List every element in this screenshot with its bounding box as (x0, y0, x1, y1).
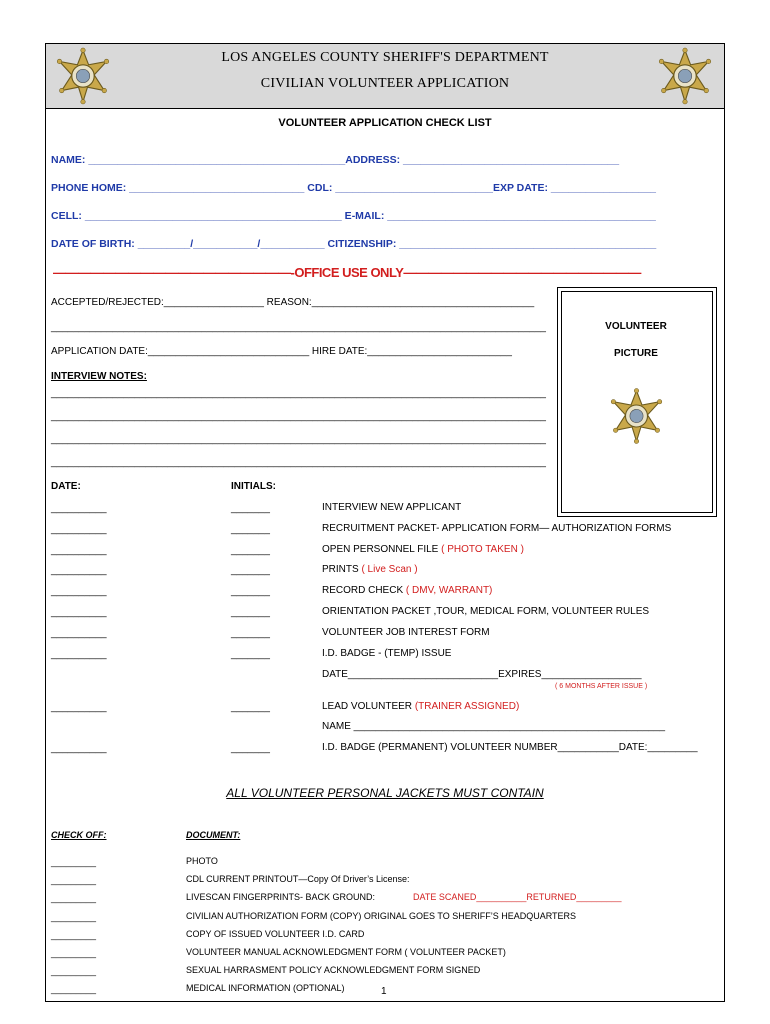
document-text: SEXUAL HARRASMENT POLICY ACKNOWLEDGMENT FORM SIGNED (186, 965, 481, 976)
document-item (186, 965, 480, 975)
interview-notes-label: INTERVIEW NOTES: (51, 371, 147, 382)
task-date-blank[interactable]: __________ (51, 544, 107, 556)
task-text: LEAD VOLUNTEER (322, 701, 415, 712)
lead-initials-blank[interactable]: _______ (231, 702, 270, 713)
task-item (322, 564, 418, 575)
check-off-blank[interactable]: _________ (51, 857, 97, 867)
task-item (322, 585, 492, 596)
temp-badge-date-expires[interactable]: DATE___________________________EXPIRES__________________ (322, 669, 642, 680)
check-off-blank[interactable]: _________ (51, 875, 97, 886)
task-red-note: ( Live Scan ) (361, 564, 418, 576)
accepted-reason-field[interactable]: ACCEPTED/REJECTED:__________________ REASON:________________________________________ (51, 297, 535, 308)
task-initials-blank[interactable]: _______ (231, 565, 270, 577)
task-text: OPEN PERSONNEL FILE (322, 543, 442, 555)
task-item (322, 648, 451, 659)
application-title: CIVILIAN VOLUNTEER APPLICATION (260, 76, 510, 91)
header-banner (46, 44, 724, 109)
task-initials-blank[interactable]: _______ (231, 648, 270, 660)
notes-line[interactable]: _________________________________________________________________________________________ (51, 388, 546, 399)
task-item (322, 606, 649, 617)
name-address-field[interactable]: NAME: ____________________________________________ADDRESS: _____________________________________ (51, 154, 620, 166)
jackets-title: ALL VOLUNTEER PERSONAL JACKETS MUST CONTAIN (226, 786, 544, 800)
document-text: MEDICAL INFORMATION (OPTIONAL) (186, 983, 345, 994)
task-red-note: ( PHOTO TAKEN ) (441, 543, 524, 555)
sheriff-star-badge-icon (657, 46, 713, 106)
department-title: LOS ANGELES COUNTY SHERIFF'S DEPARTMENT (221, 50, 549, 65)
notes-line[interactable]: _________________________________________________________________________________________ (51, 411, 546, 422)
document-item (186, 874, 410, 884)
notes-line[interactable]: _________________________________________________________________________________________ (51, 434, 546, 445)
task-item (322, 523, 671, 534)
document-text: COPY OF ISSUED VOLUNTEER I.D. CARD (186, 928, 365, 939)
photo-label-line2: PICTURE (614, 348, 658, 359)
check-off-header: CHECK OFF: (51, 830, 107, 840)
application-hire-date-field[interactable]: APPLICATION DATE:_____________________________ HIRE DATE:__________________________ (51, 346, 512, 357)
page-number: 1 (381, 986, 387, 997)
dob-citizenship-field[interactable]: DATE OF BIRTH: _________/___________/___________ CITIZENSHIP: ____________________________________________ (51, 238, 657, 250)
task-date-blank[interactable]: __________ (51, 648, 107, 660)
document-text: CDL CURRENT PRINTOUT—Copy Of Driver’s License: (186, 874, 410, 885)
task-text: PRINTS (322, 564, 362, 576)
task-initials-blank[interactable]: _______ (231, 503, 270, 514)
check-off-blank[interactable]: _________ (51, 966, 97, 977)
task-date-blank[interactable]: __________ (51, 627, 107, 639)
document-item (186, 929, 364, 939)
checklist-title: VOLUNTEER APPLICATION CHECK LIST (278, 117, 492, 129)
task-text: RECORD CHECK (322, 585, 406, 597)
document-text: CIVILIAN AUTHORIZATION FORM (COPY) ORIGINAL GOES TO SHERIFF’S HEADQUARTERS (186, 910, 577, 921)
task-date-blank[interactable]: __________ (51, 586, 107, 598)
date-column-header: DATE: (51, 481, 81, 492)
office-use-divider: ———————————————————-OFFICE USE ONLY——————————————————— (53, 265, 641, 280)
task-item (322, 544, 524, 555)
task-text: ORIENTATION PACKET ,TOUR, MEDICAL FORM, VOLUNTEER RULES (322, 606, 650, 617)
six-month-note: ( 6 MONTHS AFTER ISSUE ) (555, 683, 648, 690)
document-item (186, 892, 375, 902)
document-text: LIVESCAN FINGERPRINTS- BACK GROUND: (186, 892, 376, 903)
check-off-blank[interactable]: _________ (51, 929, 97, 940)
check-off-blank[interactable]: _________ (51, 911, 97, 922)
task-initials-blank[interactable]: _______ (231, 544, 270, 556)
task-date-blank[interactable]: __________ (51, 523, 107, 535)
photo-label-line1: VOLUNTEER (605, 321, 667, 332)
document-item (186, 911, 576, 921)
task-initials-blank[interactable]: _______ (231, 586, 270, 598)
task-item (322, 627, 490, 638)
check-off-blank[interactable]: _________ (51, 948, 97, 958)
task-text: RECRUITMENT PACKET- APPLICATION FORM— AUTHORIZATION FORMS (322, 522, 672, 534)
document-item (186, 983, 345, 993)
initials-column-header: INITIALS: (231, 481, 276, 492)
document-header: DOCUMENT: (186, 830, 241, 840)
sheriff-star-badge-icon (55, 46, 111, 106)
task-text: VOLUNTEER JOB INTEREST FORM (322, 626, 490, 638)
cell-email-field[interactable]: CELL: ____________________________________________ E-MAIL: ______________________________________________ (51, 210, 656, 222)
task-red-note: (TRAINER ASSIGNED) (414, 701, 520, 712)
task-date-blank[interactable]: __________ (51, 565, 107, 577)
task-red-note: ( DMV, WARRANT) (405, 585, 493, 597)
task-initials-blank[interactable]: _______ (231, 627, 270, 639)
perm-initials-blank[interactable]: _______ (231, 743, 270, 754)
task-item (322, 502, 461, 513)
document-item (186, 947, 506, 957)
task-initials-blank[interactable]: _______ (231, 523, 270, 535)
lead-name-field[interactable]: NAME ________________________________________________________ (322, 721, 666, 732)
lead-date-blank[interactable]: __________ (51, 702, 107, 713)
task-date-blank[interactable]: __________ (51, 503, 107, 514)
task-date-blank[interactable]: __________ (51, 607, 107, 618)
sheriff-star-badge-icon (609, 387, 664, 445)
check-off-blank[interactable]: _________ (51, 984, 97, 995)
notes-line[interactable]: _________________________________________________________________________________________ (51, 457, 546, 468)
document-text: VOLUNTEER MANUAL ACKNOWLEDGMENT FORM ( VOLUNTEER PACKET) (186, 947, 506, 957)
blank-line[interactable]: _________________________________________________________________________________________ (51, 322, 546, 333)
scan-dates-field[interactable]: DATE SCANED__________RETURNED_________ (413, 892, 622, 903)
lead-volunteer-task (322, 701, 519, 712)
task-initials-blank[interactable]: _______ (231, 607, 270, 618)
phone-cdl-field[interactable]: PHONE HOME: ______________________________ CDL: ___________________________EXP DATE: __________________ (51, 182, 657, 194)
document-text: PHOTO (186, 856, 218, 866)
permanent-badge-field[interactable]: I.D. BADGE (PERMANENT) VOLUNTEER NUMBER___________DATE:_________ (322, 742, 698, 753)
document-item (186, 856, 218, 866)
perm-date-blank[interactable]: __________ (51, 743, 107, 754)
task-text: INTERVIEW NEW APPLICANT (322, 502, 462, 513)
check-off-blank[interactable]: _________ (51, 893, 97, 904)
task-text: I.D. BADGE - (TEMP) ISSUE (322, 647, 452, 659)
